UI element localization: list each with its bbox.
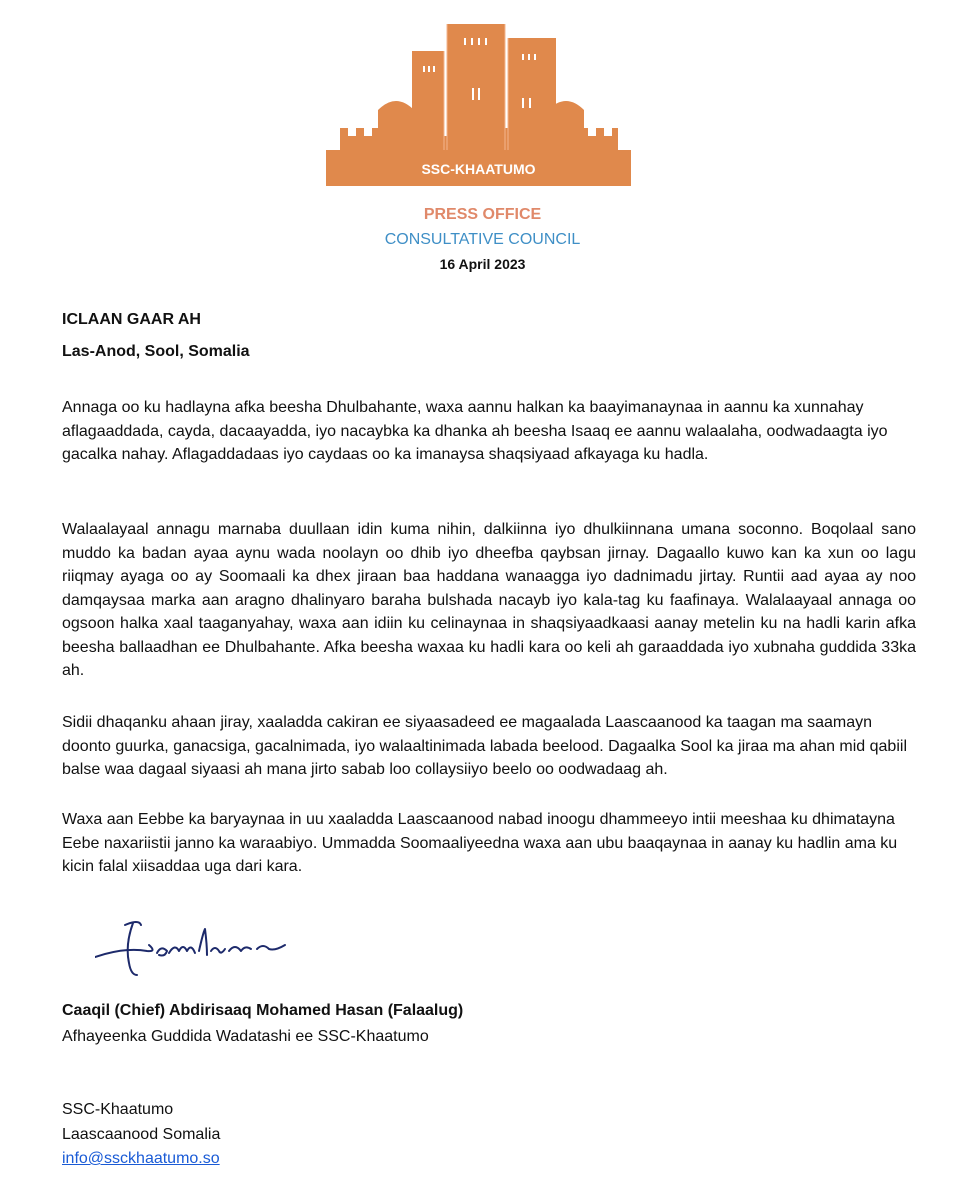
signer-name: Caaqil (Chief) Abdirisaaq Mohamed Hasan (Falaalug) — [62, 1002, 464, 1019]
email-link[interactable]: info@ssckhaatumo.so — [62, 1150, 220, 1167]
document-location: Las-Anod, Sool, Somalia — [62, 343, 250, 360]
council-heading: CONSULTATIVE COUNCIL — [384, 231, 581, 248]
handwritten-signature — [95, 915, 300, 977]
logo-text: SSC-KHAATUMO — [421, 161, 536, 177]
address-location: Laascaanood Somalia — [62, 1126, 221, 1143]
signer-role: Afhayeenka Guddida Wadatashi ee SSC-Khaatumo — [62, 1028, 429, 1045]
address-email-line — [62, 1150, 220, 1168]
press-office-heading: PRESS OFFICE — [423, 206, 542, 223]
release-date: 16 April 2023 — [439, 256, 526, 272]
address-org: SSC-Khaatumo — [62, 1101, 174, 1118]
castle-logo-icon — [326, 18, 631, 186]
body-paragraph-4: Waxa aan Eebbe ka baryaynaa in uu xaaladda Laascaanood nabad inoogu dhammeeyo intii meeshaa ku dhimatayna Eebe naxariistii janno ka waraabiyo. Ummadda Soomaaliyeedna waxa aan ubu baaqaynaa in aanay ku hadlin ama ku kicin falal xiisaddaa uga dari kara. — [62, 811, 898, 875]
body-paragraph-3: Sidii dhaqanku ahaan jiray, xaaladda cakiran ee siyaasadeed ee magaalada Laascaanood ka taagan ma saamayn doonto guurka, ganacsiga, gacalnimada, iyo walaaltinimada labada beelood. Dagaalka Sool ka jiraa ma ahan mid qabiil balse waa dagaal siyaasi ah mana jirto sabab loo collaysiiyo beelo oo oodwadaag ah. — [62, 714, 907, 778]
document-title: ICLAAN GAAR AH — [62, 311, 201, 328]
ssc-khaatumo-logo — [326, 18, 631, 186]
body-paragraph-1: Annaga oo ku hadlayna afka beesha Dhulbahante, waxa aannu halkan ka baayimanaynaa in aannu ka xunnahay aflagaaddada, cayda, dacaayadda, iyo nacaybka ka dhanka ah beesha Isaaq ee aannu walaalaha, oodwadaagta iyo gacalka nahay. Aflagaddadaas iyo caydaas oo ka imanaysa shaqsiyaad afkayaga ku hadla. — [62, 399, 888, 463]
body-paragraph-2: Walaalayaal annagu marnaba duullaan idin kuma nihin, dalkiinna iyo dhulkiinnana umana soconno. Boqolaal sano muddo ka badan ayaa aynu wada noolayn oo dhib iyo dheefba qaybsan jirnay. Dagaallo kuwo kan ka xun oo lagu riiqmay ayaga oo ay Soomaali ka dhex jiraan baa haddana wanaagga iyo dadnimadu jirtay. Runtii aad ayaa ay noo damqaysaa marka aan aragno dhalinyaro baraha bulshada nacayb iyo kala-tag ku faafinaya. Walalaayaal annaga oo ogsoon halka xaal taaganyahay, waxa aan idiin ku celinaynaa in shaqsiyaadkaasi aanay metelin ku na hadli karin afka beesha ballaadhan ee Dhulbahante. Afka beesha waxaa ku hadli kara oo keli ah garaaddada iyo xubnaha guddida 33ka ah. — [62, 521, 916, 679]
